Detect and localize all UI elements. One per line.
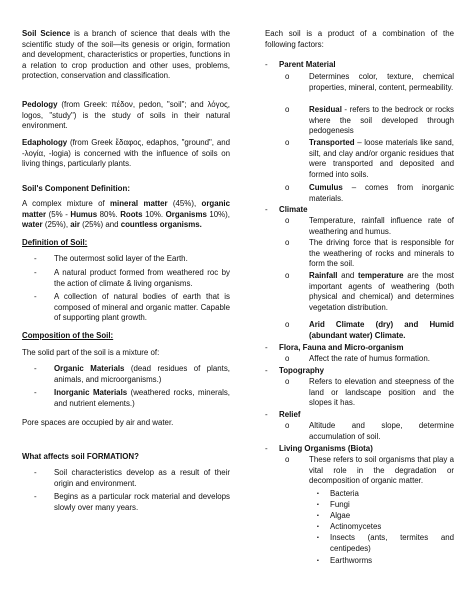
definition-item	[34, 254, 230, 265]
subitem-text	[309, 183, 454, 204]
composition-item	[34, 364, 230, 385]
subitem-term: Residual	[309, 105, 342, 114]
pore-spaces-text: Pore spaces are occupied by air and water.	[22, 418, 174, 427]
circle-marker: o	[285, 320, 290, 329]
definition-text: A collection of natural bodies of earth that is composed of mineral and organic matter. Capable of supporting plant growth.	[54, 292, 230, 323]
component-organic: organic matter	[22, 199, 230, 219]
circle-marker: o	[285, 183, 290, 192]
factor-title: Topography	[279, 366, 325, 375]
component-roots: Roots	[120, 209, 143, 219]
component-text-7: (25%),	[42, 220, 71, 230]
factor-title: Relief	[279, 410, 301, 419]
dash-marker: -	[265, 366, 268, 375]
component-humus: Humus	[70, 209, 98, 219]
subitem-text: Affect the rate of humus formation.	[309, 354, 430, 363]
dash-marker: -	[34, 364, 37, 373]
factor-parent-material	[265, 60, 454, 71]
dash-marker: -	[34, 388, 37, 397]
dash-marker: -	[265, 60, 268, 69]
organism-item	[317, 489, 454, 500]
rainfall-and: and	[337, 271, 358, 280]
subitem-term: Cumulus	[309, 183, 343, 192]
organism-item	[317, 556, 454, 567]
definition-item	[34, 292, 230, 324]
circle-marker: o	[285, 271, 290, 280]
circle-marker: o	[285, 238, 290, 247]
subitem-text: The driving force that is responsible for the weathering of rocks and minerals to form the soil.	[309, 238, 454, 269]
subitem	[285, 455, 454, 487]
dash-marker: -	[34, 254, 37, 263]
circle-marker: o	[285, 421, 290, 430]
pedology-text: (from Greek: πέδον, pedon, "soil"; and λόγος, logos, "study") is the study of soils in their natural environment.	[22, 100, 230, 131]
composition-term: Inorganic Materials	[54, 388, 128, 397]
definition-text: The outermost solid layer of the Earth.	[54, 254, 188, 263]
subitem	[285, 216, 454, 237]
component-air: air	[70, 220, 80, 230]
organism-item	[317, 500, 454, 511]
factor-title: Flora, Fauna and Micro-organism	[279, 343, 404, 352]
factor-flora	[265, 343, 454, 354]
dash-marker: -	[265, 444, 268, 453]
composition-intro: The solid part of the soil is a mixture of:	[22, 348, 160, 357]
organism-text: Algae	[330, 511, 351, 520]
organism-text: Earthworms	[330, 556, 373, 565]
subitem-text	[309, 138, 454, 180]
subitem-desc: - refers to the bedrock or rocks where the soil developed through pedogenesis	[309, 105, 454, 136]
dash-marker: -	[265, 205, 268, 214]
square-bullet-icon: ▪	[317, 558, 319, 564]
subitem-term: Transported	[309, 138, 355, 147]
formation-heading: What affects soil FORMATION?	[22, 452, 139, 461]
edaphology-term: Edaphology	[22, 138, 68, 147]
subitem	[285, 72, 454, 93]
subitem	[285, 271, 454, 313]
organism-item	[317, 522, 454, 533]
square-bullet-icon: ▪	[317, 491, 319, 497]
circle-marker: o	[285, 455, 290, 464]
organism-text: Actinomycetes	[330, 522, 382, 531]
subitem-text: Arid Climate (dry) and Humid (abundant water) Climate.	[309, 320, 454, 340]
subitem	[285, 138, 454, 180]
composition-text	[54, 388, 230, 409]
subitem-text	[309, 271, 454, 313]
formation-text: Soil characteristics develop as a result of their origin and environment.	[54, 468, 230, 488]
factor-title: Living Organisms (Biota)	[279, 444, 373, 453]
organism-text: Fungi	[330, 500, 350, 509]
subitem-text: Determines color, texture, chemical properties, mineral, content, permeability.	[309, 72, 454, 92]
subitem	[285, 354, 454, 365]
subitem-text: Refers to elevation and steepness of the land or landscape position and the slopes it has.	[309, 377, 454, 408]
component-text-4: 80%.	[97, 209, 121, 219]
component-heading: Soil's Component Definition:	[22, 184, 130, 193]
square-bullet-icon: ▪	[317, 535, 319, 541]
subitem	[285, 377, 454, 409]
subitem-desc: – loose materials like sand, silt, and clay and/or organic residues that were transported and deposited and formed into soils.	[309, 138, 454, 179]
rainfall-term: Rainfall	[309, 271, 338, 280]
component-text-2: (45%),	[167, 199, 202, 208]
subitem-text	[309, 105, 454, 137]
component-mineral: mineral matter	[110, 199, 168, 208]
composition-desc: (weathered rocks, minerals, and nutrient elements.)	[54, 388, 230, 408]
soil-science-text: is a branch of science that deals with the scientific study of the soil—its genesis or origin, formation and development, characteristics or properties, functions in a relation to crop production and other uses, problems, protection, conservation and classification.	[22, 29, 230, 81]
square-bullet-icon: ▪	[317, 513, 319, 519]
dash-marker: -	[34, 468, 37, 477]
component-countless: countless organisms.	[120, 220, 202, 230]
organism-item	[317, 511, 454, 522]
subitem	[285, 105, 454, 137]
organism-item	[317, 533, 454, 554]
component-paragraph	[22, 199, 230, 231]
pedology-term: Pedology	[22, 100, 58, 109]
component-text-3: (5% -	[46, 209, 71, 219]
subitem-text: These refers to soil organisms that play a vital role in the degradation or decomposition of organic matter.	[309, 455, 454, 486]
dash-marker: -	[34, 268, 37, 277]
factor-climate	[265, 205, 454, 216]
factor-topography	[265, 366, 454, 377]
factor-title: Parent Material	[279, 60, 336, 69]
rainfall-desc: are the most important agents of weathering (both physical and chemical) and determines vegetation distribution.	[309, 271, 454, 312]
subitem	[285, 238, 454, 270]
square-bullet-icon: ▪	[317, 524, 319, 530]
square-bullet-icon: ▪	[317, 502, 319, 508]
factor-relief	[265, 410, 454, 421]
formation-item	[34, 492, 230, 513]
composition-heading: Composition of the Soil:	[22, 331, 114, 340]
pedology-paragraph	[22, 100, 230, 132]
definition-item	[34, 268, 230, 289]
dash-marker: -	[265, 410, 268, 419]
subitem-desc: – comes from inorganic materials.	[309, 183, 454, 203]
composition-item	[34, 388, 230, 409]
subitem	[285, 421, 454, 442]
circle-marker: o	[285, 216, 290, 225]
component-text-1: A complex mixture of	[22, 199, 111, 208]
formation-text: Begins as a particular rock material and develops slowly over many years.	[54, 492, 230, 512]
dash-marker: -	[34, 492, 37, 501]
composition-desc: (dead residues of plants, animals, and microorganisms.)	[54, 364, 230, 384]
soil-science-term: Soil Science	[22, 29, 71, 38]
definition-text: A natural product formed from weathered roc by the action of climate & living organisms.	[54, 268, 230, 288]
composition-term: Organic Materials	[54, 364, 125, 373]
composition-text	[54, 364, 230, 385]
circle-marker: o	[285, 105, 290, 114]
factors-intro: Each soil is a product of a combination of the following factors:	[265, 29, 454, 49]
temperature-term: temperature	[357, 271, 404, 280]
component-text-8: (25%) and	[79, 220, 121, 230]
subitem-text: Temperature, rainfall influence rate of weathering and humus.	[309, 216, 454, 236]
component-water: water	[22, 220, 43, 230]
component-text-5: 10%.	[142, 209, 166, 219]
soil-science-paragraph	[22, 29, 230, 82]
definition-heading: Definition of Soil:	[22, 238, 88, 247]
dash-marker: -	[265, 343, 268, 352]
circle-marker: o	[285, 354, 290, 363]
circle-marker: o	[285, 377, 290, 386]
subitem	[285, 320, 454, 341]
factor-living-organisms	[265, 444, 454, 455]
factor-title: Climate	[279, 205, 308, 214]
circle-marker: o	[285, 138, 290, 147]
component-organisms: Organisms	[165, 209, 207, 219]
edaphology-paragraph	[22, 138, 230, 170]
circle-marker: o	[285, 72, 290, 81]
subitem	[285, 183, 454, 204]
organism-text: Insects (ants, termites and centipedes)	[330, 533, 454, 553]
subitem-text: Altitude and slope, determine accumulation of soil.	[309, 421, 454, 441]
edaphology-text: (from Greek ἔδαφος, edaphos, "ground", and -λογία, -logia) is concerned with the influence of soils on living things, particularly plants.	[22, 138, 230, 169]
component-text-6: 10%),	[206, 209, 231, 219]
organism-text: Bacteria	[330, 489, 359, 498]
dash-marker: -	[34, 292, 37, 301]
formation-item	[34, 468, 230, 489]
